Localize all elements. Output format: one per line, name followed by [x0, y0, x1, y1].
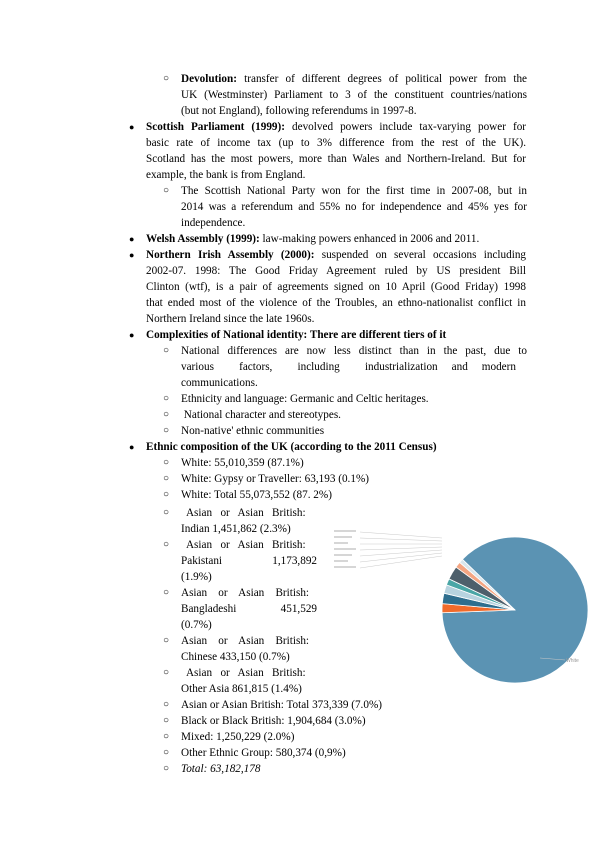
ethnic-bang-b	[181, 601, 317, 617]
nirish-line-5: Northern Ireland since the late 1960s.	[146, 313, 315, 325]
ethnic-gypsy: White: Gypsy or Traveller: 63,193 (0.1%)	[181, 473, 369, 485]
snp-line-3: independence.	[181, 217, 246, 229]
ethnic-black: Black or Black British: 1,904,684 (3.0%)	[181, 715, 366, 727]
identity-item-4: Non-native' ethnic communities	[181, 425, 325, 437]
sub-bullet: ○	[163, 699, 170, 710]
sub-bullet: ○	[163, 457, 170, 468]
scottish-line-2: basic rate of income tax (up to 3% difference from the rest of the UK).	[146, 137, 526, 149]
nirish-line-1	[146, 247, 526, 263]
ethnic-indian-a: Asian or Asian British:	[181, 507, 306, 519]
ethnic-asian-total: Asian or Asian British: Total 373,339 (7.0%)	[181, 699, 382, 711]
snp-line-2: 2014 was a referendum and 55% no for independence and 45% yes for	[181, 201, 527, 213]
identity-item-1a: National differences are now less distinct than in the past, due to	[181, 345, 527, 357]
ethnic-pak-value: 1,173,892	[272, 555, 317, 567]
pie-chart-svg	[330, 522, 600, 692]
sub-bullet: ○	[163, 345, 170, 356]
ethnic-chin-b: Chinese 433,150 (0.7%)	[181, 651, 290, 663]
identity-item-3: National character and stereotypes.	[181, 409, 341, 421]
devolution-line-2: UK (Westminster) Parliament to 3 of the constituent countries/nations	[181, 89, 527, 101]
identity-item-1c: communications.	[181, 377, 258, 389]
sub-bullet: ○	[163, 73, 170, 84]
scottish-line-3: Scotland has the most powers, more than Wales and Northern-Ireland. But for	[146, 153, 526, 165]
sub-bullet: ○	[163, 763, 170, 774]
ethnic-pie-chart	[330, 522, 600, 692]
sub-bullet: ○	[163, 185, 170, 196]
devolution-line-1	[181, 71, 527, 87]
ethnic-pak-a: Asian or Asian British:	[181, 539, 306, 551]
ethnic-bang-c: (0.7%)	[181, 619, 212, 631]
welsh-text: law-making powers enhanced in 2006 and 2011.	[262, 233, 480, 245]
nirish-line-3: Clinton (wtf), is a pair of agreements signed on 10 April (Good Friday) 1998	[146, 281, 526, 293]
welsh-line-1	[146, 231, 526, 247]
ethnic-bang-a: Asian or Asian British:	[181, 587, 310, 599]
pie-label-placeholder	[334, 530, 356, 532]
pie-leader-line	[360, 556, 442, 568]
pie-leader-line	[360, 538, 442, 541]
bullet: ●	[129, 234, 135, 244]
pie-leader-line	[360, 532, 442, 538]
ethnic-pak-label: Pakistani	[181, 555, 223, 567]
scottish-line-4: example, the bank is from England.	[146, 169, 306, 181]
ethnic-total: Total: 63,182,178	[181, 763, 261, 775]
scottish-term: Scottish Parliament (1999):	[146, 121, 285, 133]
sub-bullet: ○	[163, 489, 170, 500]
sub-bullet: ○	[163, 715, 170, 726]
pie-leader-line	[360, 547, 442, 550]
ethnic-pak-b	[181, 553, 317, 569]
scottish-line-1	[146, 119, 526, 135]
devolution-term: Devolution:	[181, 73, 237, 85]
identity-heading: Complexities of National identity: There are different tiers of it	[146, 329, 447, 341]
scottish-text: devolved powers include tax-varying power for	[292, 121, 527, 133]
nirish-line-2: 2002-07. 1998: The Good Friday Agreement ruled by US president Bill	[146, 265, 526, 277]
identity-item-1b: various factors, including industrialization and modern	[181, 361, 516, 373]
ethnic-white-total: White: Total 55,073,552 (87. 2%)	[181, 489, 332, 501]
bullet: ●	[129, 330, 135, 340]
pie-label-placeholder	[334, 566, 356, 568]
ethnic-other-asia-a: Asian or Asian British:	[181, 667, 306, 679]
nirish-line-4: that ended most of the violence of the Troubles, an ethno-nationalist conflict in	[146, 297, 526, 309]
ethnic-heading: Ethnic composition of the UK (according to the 2011 Census)	[146, 441, 437, 453]
pie-label-placeholder	[334, 548, 356, 550]
ethnic-bang-label: Bangladeshi	[181, 603, 237, 615]
sub-bullet: ○	[163, 507, 170, 518]
bullet: ●	[129, 122, 135, 132]
devolution-text: transfer of different degrees of political power from the	[244, 73, 528, 85]
snp-line-1: The Scottish National Party won for the first time in 2007-08, but in	[181, 185, 527, 197]
pie-label-placeholder	[334, 554, 352, 556]
sub-bullet: ○	[163, 539, 170, 550]
pie-label-placeholder	[334, 560, 348, 562]
devolution-line-3: (but not England), following referendums in 1997-8.	[181, 105, 417, 117]
sub-bullet: ○	[163, 667, 170, 678]
sub-bullet: ○	[163, 409, 170, 420]
sub-bullet: ○	[163, 425, 170, 436]
nirish-term: Northern Irish Assembly (2000):	[146, 249, 315, 261]
sub-bullet: ○	[163, 731, 170, 742]
sub-bullet: ○	[163, 393, 170, 404]
bullet: ●	[129, 442, 135, 452]
ethnic-indian-b: Indian 1,451,862 (2.3%)	[181, 523, 291, 535]
sub-bullet: ○	[163, 747, 170, 758]
pie-leader-line	[360, 553, 442, 562]
ethnic-other-group: Other Ethnic Group: 580,374 (0,9%)	[181, 747, 346, 759]
pie-leader-line	[360, 550, 442, 556]
ethnic-chin-a: Asian or Asian British:	[181, 635, 310, 647]
ethnic-other-asia-b: Other Asia 861,815 (1.4%)	[181, 683, 302, 695]
identity-item-2: Ethnicity and language: Germanic and Celtic heritages.	[181, 393, 429, 405]
nirish-text: suspended on several occasions including	[321, 249, 527, 261]
pie-label-placeholder	[334, 542, 348, 544]
sub-bullet: ○	[163, 635, 170, 646]
bullet: ●	[129, 250, 135, 260]
ethnic-mixed: Mixed: 1,250,229 (2.0%)	[181, 731, 295, 743]
pie-label-white: White	[566, 658, 579, 664]
sub-bullet: ○	[163, 587, 170, 598]
welsh-term: Welsh Assembly (1999):	[146, 233, 260, 245]
pie-label-placeholder	[334, 536, 352, 538]
ethnic-white: White: 55,010,359 (87.1%)	[181, 457, 304, 469]
ethnic-pak-c: (1.9%)	[181, 571, 212, 583]
sub-bullet: ○	[163, 473, 170, 484]
ethnic-bang-value: 451,529	[280, 603, 317, 615]
